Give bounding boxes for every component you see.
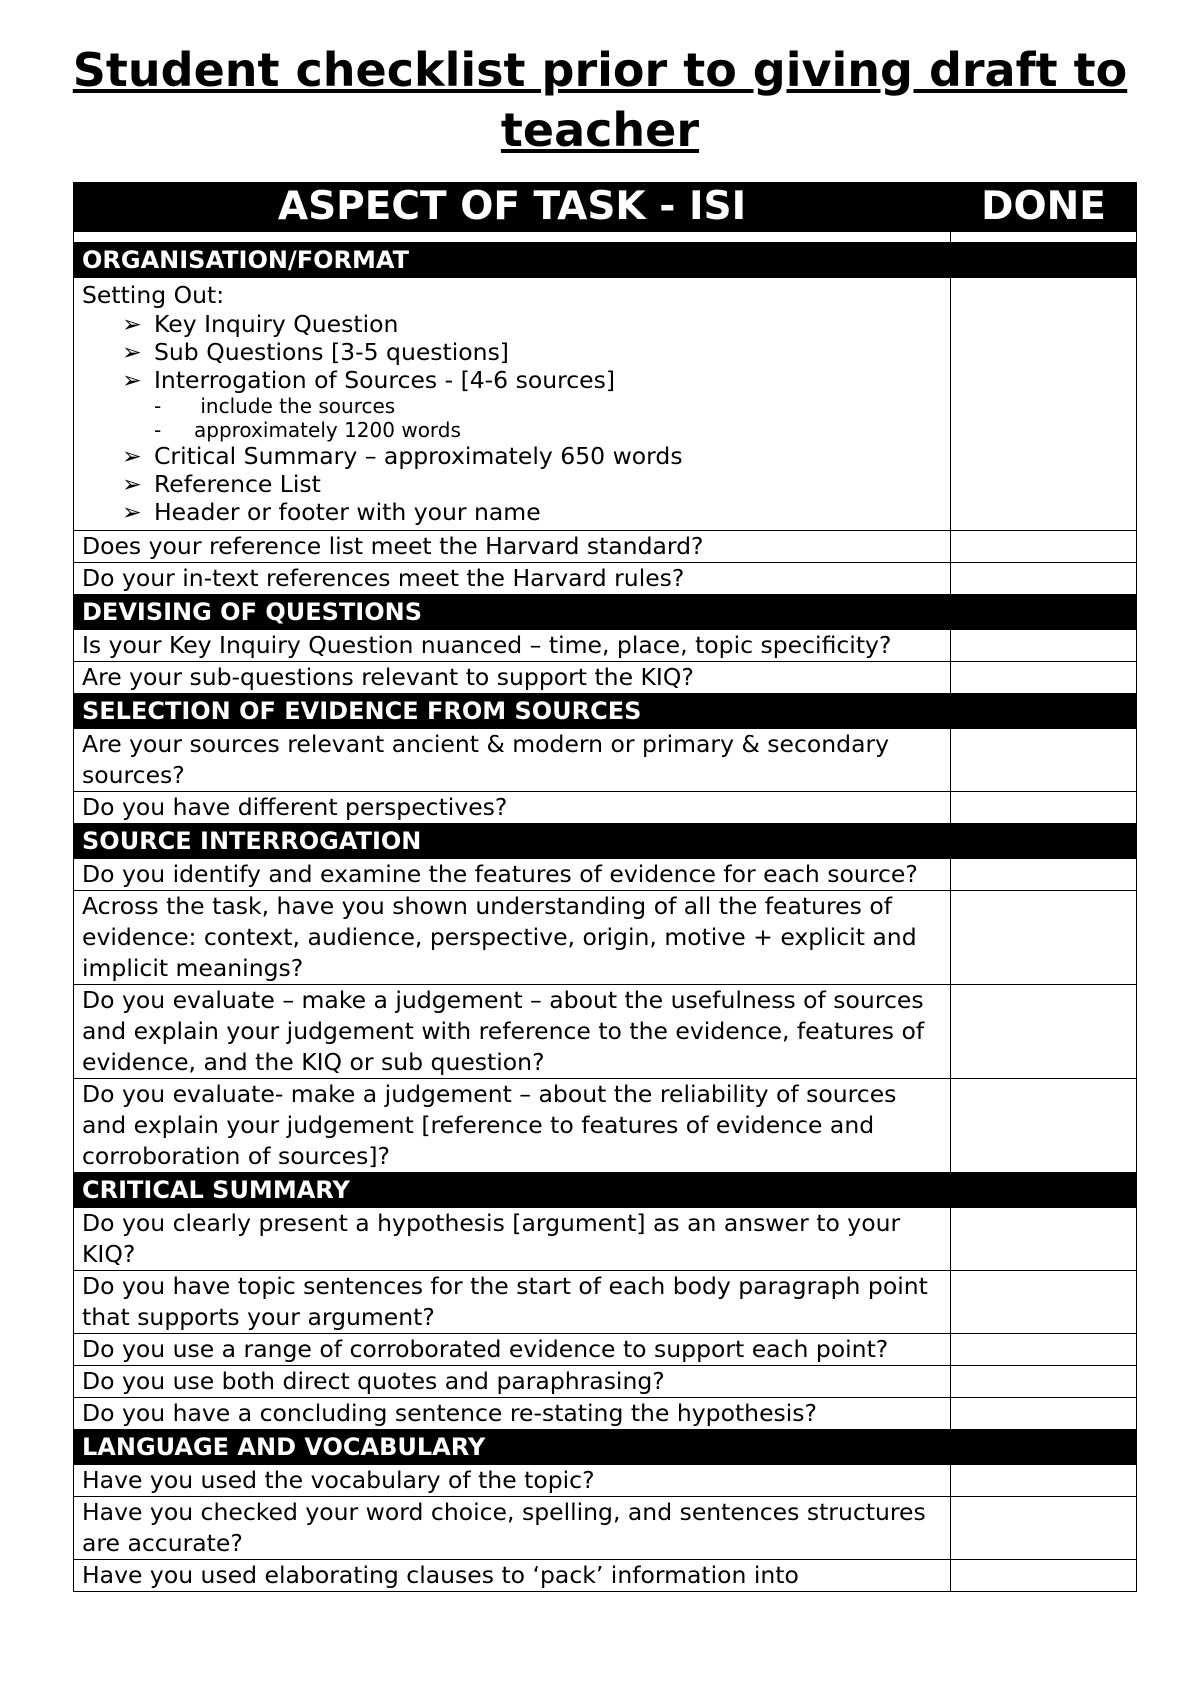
done-checkbox-cell[interactable] bbox=[951, 531, 1137, 563]
done-column-header: DONE bbox=[951, 183, 1137, 232]
done-checkbox-cell[interactable] bbox=[951, 891, 1137, 985]
setting-out-list-continued bbox=[82, 442, 942, 526]
done-checkbox-cell[interactable] bbox=[951, 278, 1137, 531]
list-item: ➢ Reference List bbox=[122, 470, 942, 498]
spacer-row bbox=[74, 232, 1137, 243]
checklist-question: Have you checked your word choice, spelling, and sentences structures are accurate? bbox=[74, 1497, 951, 1560]
sub-list-item: - include the sources bbox=[154, 394, 942, 418]
checklist-row bbox=[74, 1560, 1137, 1592]
done-checkbox-cell[interactable] bbox=[951, 859, 1137, 891]
checklist-question: Are your sub-questions relevant to support the KIQ? bbox=[74, 662, 951, 694]
checklist-question: Do you have a concluding sentence re-stating the hypothesis? bbox=[74, 1398, 951, 1430]
done-checkbox-cell[interactable] bbox=[951, 792, 1137, 824]
section-heading-row bbox=[74, 595, 1137, 630]
checklist-row bbox=[74, 1497, 1137, 1560]
checklist-row bbox=[74, 1366, 1137, 1398]
list-item: ➢ Interrogation of Sources - [4-6 sources] bbox=[122, 366, 942, 394]
section-heading-row bbox=[74, 694, 1137, 729]
list-item: ➢ Critical Summary – approximately 650 words bbox=[122, 442, 942, 470]
done-checkbox-cell[interactable] bbox=[951, 1208, 1137, 1271]
section-heading: DEVISING OF QUESTIONS bbox=[74, 595, 951, 630]
checklist-question: Is your Key Inquiry Question nuanced – time, place, topic specificity? bbox=[74, 630, 951, 662]
done-checkbox-cell[interactable] bbox=[951, 729, 1137, 792]
checklist-row bbox=[74, 278, 1137, 531]
checklist-question: Do you identify and examine the features of evidence for each source? bbox=[74, 859, 951, 891]
checklist-question: Are your sources relevant ancient & modern or primary & secondary sources? bbox=[74, 729, 951, 792]
checklist-question: Do you use both direct quotes and paraphrasing? bbox=[74, 1366, 951, 1398]
done-checkbox-cell[interactable] bbox=[951, 563, 1137, 595]
checklist-row bbox=[74, 729, 1137, 792]
checklist-question: Do you have different perspectives? bbox=[74, 792, 951, 824]
checklist-question: Across the task, have you shown understanding of all the features of evidence: context, audience, perspective, origin, motive + explicit and implicit meanings? bbox=[74, 891, 951, 985]
checklist-row bbox=[74, 1271, 1137, 1334]
checklist-row bbox=[74, 859, 1137, 891]
checklist-question: Have you used the vocabulary of the topic? bbox=[74, 1465, 951, 1497]
checklist-question: Do you use a range of corroborated evidence to support each point? bbox=[74, 1334, 951, 1366]
checklist-question: Do you evaluate- make a judgement – about the reliability of sources and explain your judgement [reference to features of evidence and corroboration of sources]? bbox=[74, 1079, 951, 1173]
section-heading: SELECTION OF EVIDENCE FROM SOURCES bbox=[74, 694, 951, 729]
section-heading-row bbox=[74, 824, 1137, 859]
section-heading-row bbox=[74, 1430, 1137, 1465]
section-heading: ORGANISATION/FORMAT bbox=[74, 243, 951, 278]
checklist-question: Do you evaluate – make a judgement – about the usefulness of sources and explain your judgement with reference to the evidence, features of evidence, and the KIQ or sub question? bbox=[74, 985, 951, 1079]
sub-list-item: - approximately 1200 words bbox=[154, 418, 942, 442]
checklist-row bbox=[74, 985, 1137, 1079]
checklist-row bbox=[74, 662, 1137, 694]
checklist-question: Do your in-text references meet the Harvard rules? bbox=[74, 563, 951, 595]
section-heading-row bbox=[74, 1173, 1137, 1208]
done-checkbox-cell[interactable] bbox=[951, 630, 1137, 662]
checklist-row bbox=[74, 1465, 1137, 1497]
table-header-row bbox=[74, 183, 1137, 232]
setting-out-list bbox=[82, 310, 942, 394]
checklist-row bbox=[74, 1334, 1137, 1366]
checklist-question: Does your reference list meet the Harvard standard? bbox=[74, 531, 951, 563]
done-checkbox-cell[interactable] bbox=[951, 1560, 1137, 1592]
checklist-row bbox=[74, 563, 1137, 595]
done-checkbox-cell[interactable] bbox=[951, 662, 1137, 694]
list-item: ➢ Header or footer with your name bbox=[122, 498, 942, 526]
checklist-row bbox=[74, 1208, 1137, 1271]
sources-sub-list bbox=[82, 394, 942, 442]
section-heading: SOURCE INTERROGATION bbox=[74, 824, 951, 859]
done-checkbox-cell[interactable] bbox=[951, 1271, 1137, 1334]
aspect-column-header: ASPECT OF TASK - ISI bbox=[74, 183, 951, 232]
done-checkbox-cell[interactable] bbox=[951, 1334, 1137, 1366]
checklist-question: Do you clearly present a hypothesis [argument] as an answer to your KIQ? bbox=[74, 1208, 951, 1271]
done-checkbox-cell[interactable] bbox=[951, 1079, 1137, 1173]
section-heading: CRITICAL SUMMARY bbox=[74, 1173, 951, 1208]
setting-out-label: Setting Out: bbox=[82, 281, 225, 309]
checklist-row bbox=[74, 1398, 1137, 1430]
checklist-row bbox=[74, 531, 1137, 563]
list-item: ➢ Sub Questions [3-5 questions] bbox=[122, 338, 942, 366]
done-checkbox-cell[interactable] bbox=[951, 1465, 1137, 1497]
section-heading: LANGUAGE AND VOCABULARY bbox=[74, 1430, 951, 1465]
checklist-table bbox=[73, 182, 1137, 1592]
checklist-row bbox=[74, 891, 1137, 985]
section-heading-row bbox=[74, 243, 1137, 278]
done-checkbox-cell[interactable] bbox=[951, 985, 1137, 1079]
checklist-row bbox=[74, 792, 1137, 824]
done-checkbox-cell[interactable] bbox=[951, 1366, 1137, 1398]
checklist-question: Have you used elaborating clauses to ‘pack’ information into bbox=[74, 1560, 951, 1592]
checklist-question: Do you have topic sentences for the start of each body paragraph point that supports your argument? bbox=[74, 1271, 951, 1334]
done-checkbox-cell[interactable] bbox=[951, 1398, 1137, 1430]
checklist-row bbox=[74, 1079, 1137, 1173]
page-title: Student checklist prior to giving draft to teacher bbox=[72, 43, 1128, 157]
list-item: ➢ Key Inquiry Question bbox=[122, 310, 942, 338]
done-checkbox-cell[interactable] bbox=[951, 1497, 1137, 1560]
checklist-row bbox=[74, 630, 1137, 662]
